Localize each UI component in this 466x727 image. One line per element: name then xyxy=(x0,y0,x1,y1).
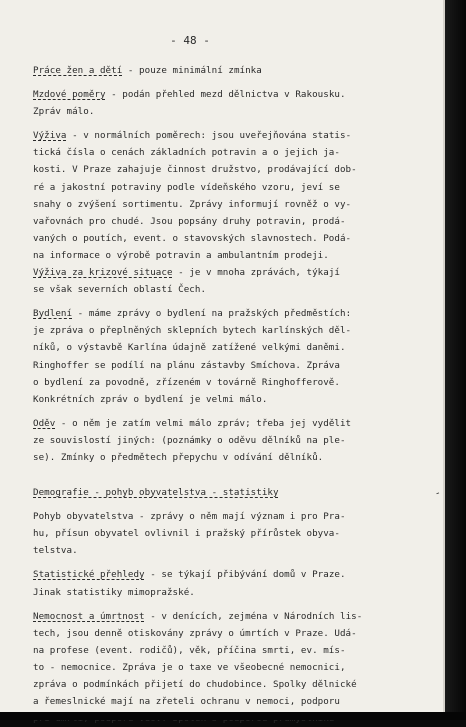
text-line xyxy=(33,339,421,356)
text-line xyxy=(33,230,421,247)
paragraph xyxy=(33,305,421,408)
line-text: na profese (event. rodičů), věk, příčina smrti, ev. mís- xyxy=(33,644,346,656)
text-line xyxy=(33,144,421,161)
line-text: níků, o výstavbě Karlína údajně zatížené velkými daněmi. xyxy=(33,342,346,354)
line-text: - v normálních poměrech: jsou uveřejňována statis- xyxy=(66,130,352,142)
paragraph xyxy=(33,86,421,120)
paragraph-gap xyxy=(33,601,421,608)
paragraph-gap xyxy=(33,501,421,508)
paragraph-gap xyxy=(33,559,421,566)
line-text: o bydlení za povodně, zřízeném v továrně Ringhofferově. xyxy=(33,376,340,388)
text-line xyxy=(33,281,421,298)
line-text: Konkrétních zpráv o bydlení je velmi málo. xyxy=(33,393,268,405)
line-text: se). Zmínky o předmětech přepychu v odívání dělníků. xyxy=(33,451,324,463)
section-heading: Mzdové poměry xyxy=(33,89,106,101)
text-line xyxy=(33,449,421,466)
section-heading: Demografie - pohyb obyvatelstva - statistiky xyxy=(33,487,279,499)
line-text: na informace o výrobě potravin a ambulantním prodeji. xyxy=(33,249,329,261)
text-line xyxy=(33,322,421,339)
line-text: se však severních oblastí Čech. xyxy=(33,284,207,296)
text-line xyxy=(33,642,421,659)
line-text: - v denících, zejména v Národních lis- xyxy=(144,610,363,622)
page-number: - 48 - xyxy=(170,34,210,47)
paragraph xyxy=(33,508,421,559)
line-text: - je v mnoha zprávách, týkají xyxy=(172,267,340,279)
section-heading: Práce žen a dětí xyxy=(33,65,123,76)
section-heading: Nemocnost a úmrtnost xyxy=(33,610,145,622)
scanner-edge-bottom xyxy=(0,712,466,720)
line-text: kosti. V Praze zahajuje činnost družstvo, prodávající dob- xyxy=(33,164,357,176)
text-line xyxy=(33,432,421,449)
text-line xyxy=(33,247,421,264)
text-line xyxy=(33,86,421,103)
line-text: - máme zprávy o bydlení na pražských předměstích: xyxy=(72,308,352,320)
line-text: Ringhoffer se podílí na plánu zástavby Smíchova. Zpráva xyxy=(33,359,340,371)
line-text: Pohyb obyvatelstva - zprávy o něm mají význam i pro Pra- xyxy=(33,511,346,523)
section-heading: Oděv xyxy=(33,417,56,429)
line-text: ze souvislostí jiných: (poznámky o oděvu dělníků na ple- xyxy=(33,434,346,446)
text-line xyxy=(33,196,421,213)
line-text: snahy o zvýšení sortimentu. Zprávy informují rovněž o vy- xyxy=(33,198,352,210)
line-text: tická čísla o cenách základních potravin a o jejich ja- xyxy=(33,147,340,159)
section-heading: Výživa xyxy=(33,130,67,142)
paragraph xyxy=(33,127,421,298)
text-line xyxy=(33,676,421,693)
line-text: to - nemocnice. Zpráva je o taxe ve všeobecné nemocnici, xyxy=(33,661,346,673)
paragraph xyxy=(33,62,421,79)
line-text: zpráva o podmínkách přijetí do chudobince. Spolky dělnické xyxy=(33,679,357,690)
line-text: Zpráv málo. xyxy=(33,106,95,118)
line-text: - podán přehled mezd dělnictva v Rakousku. xyxy=(105,89,346,101)
line-text: ré a jakostní potraviny podle vídeňského vzoru, jeví se xyxy=(33,181,340,193)
paragraph-gap xyxy=(33,408,421,415)
text-line xyxy=(33,103,421,120)
text-line xyxy=(33,566,421,583)
line-text: vaných o poutích, event. o stavovských slavnostech. Podá- xyxy=(33,232,352,244)
text-line xyxy=(33,542,421,559)
line-text: vařovnách pro chudé. Jsou popsány druhy potravin, prodá- xyxy=(33,215,346,227)
text-line xyxy=(33,213,421,230)
text-line xyxy=(33,161,421,178)
paragraph xyxy=(33,415,421,466)
text-line xyxy=(33,693,421,710)
text-line xyxy=(33,625,421,642)
text-line xyxy=(33,179,421,196)
text-line xyxy=(33,584,421,601)
section-heading: Statistické přehledy xyxy=(33,569,145,581)
paragraph-gap xyxy=(33,79,421,86)
text-line xyxy=(33,305,421,322)
paragraph-gap xyxy=(33,120,421,127)
document-body xyxy=(33,62,421,727)
text-line xyxy=(33,415,421,432)
section-heading: Výživa za krizové situace xyxy=(33,267,173,279)
line-text: - o něm je zatím velmi málo zpráv; třeba jej vydělit xyxy=(55,417,352,429)
paragraph-gap xyxy=(33,298,421,305)
paragraph xyxy=(33,608,421,727)
scanner-edge-right xyxy=(445,0,466,720)
margin-mark: - xyxy=(434,487,442,500)
line-text: telstva. xyxy=(33,545,78,557)
text-line xyxy=(33,508,421,525)
line-text: - pouze minimální zmínka xyxy=(122,65,262,76)
text-line xyxy=(33,659,421,676)
paragraph xyxy=(33,566,421,600)
text-line xyxy=(33,391,421,408)
line-text: tech, jsou denně otiskovány zprávy o úmrtích v Praze. Udá- xyxy=(33,627,357,639)
text-line xyxy=(33,357,421,374)
section-heading: Bydlení xyxy=(33,308,73,320)
line-text: a řemeslnické mají na zřeteli ochranu v nemoci, podporu xyxy=(33,696,340,708)
line-text: hu, přísun obyvatel ovlivnil i pražský přírůstek obyva- xyxy=(33,528,340,540)
paragraph-gap xyxy=(33,466,421,484)
line-text: Jinak statistiky mimopražské. xyxy=(33,586,195,598)
text-line xyxy=(33,62,421,79)
text-line xyxy=(33,264,421,281)
line-text: je zpráva o přeplněných sklepních bytech karlínských děl- xyxy=(33,325,352,337)
text-line xyxy=(33,484,421,501)
text-line xyxy=(33,525,421,542)
text-line xyxy=(33,127,421,144)
text-line xyxy=(33,374,421,391)
text-line xyxy=(33,608,421,625)
paragraph xyxy=(33,484,421,501)
line-text: - se týkají přibývání domů v Praze. xyxy=(144,569,346,581)
